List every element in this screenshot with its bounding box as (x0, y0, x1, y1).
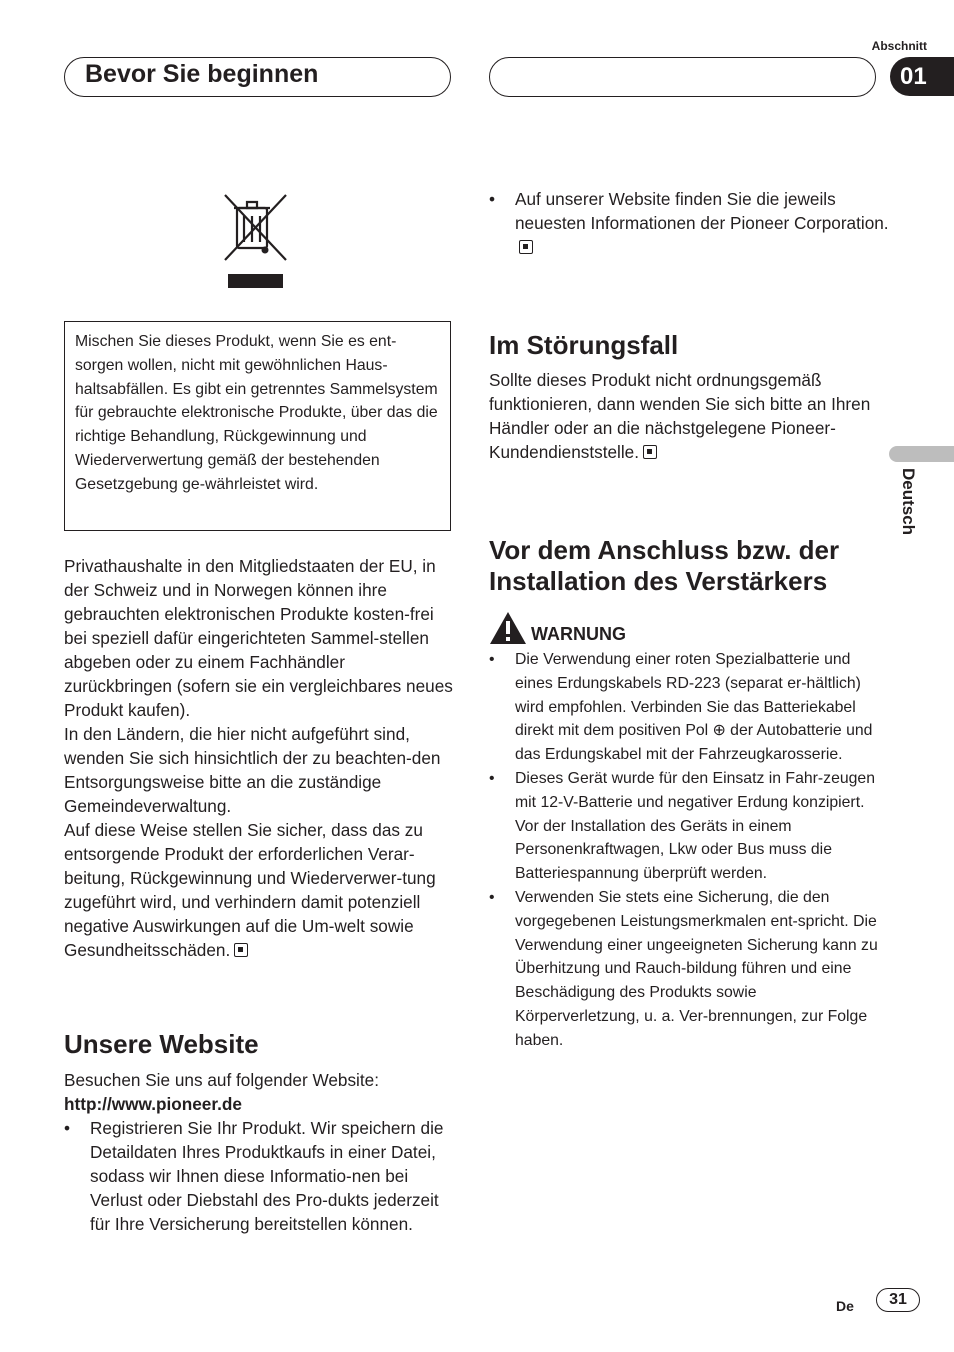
warning-bullet (489, 648, 881, 767)
paragraph-consequences-text: Auf diese Weise stellen Sie sicher, dass das zu entsorgende Produkt der erforderlichen Verar-beitung, Rückgewinnung und Wiederverwer-tung zugeführt wird, und verhindern damit potenziell negative Auswirkungen auf die Um-welt sowie Gesundheitsschäden. (64, 820, 436, 960)
bullet-dot: • (64, 1118, 71, 1138)
website-bullet-news (489, 187, 897, 259)
warning-triangle-icon (489, 611, 527, 645)
end-mark-icon (519, 240, 533, 254)
warning-header (489, 611, 626, 645)
section-number: 01 (890, 57, 954, 96)
trouble-text: Sollte dieses Produkt nicht ordnungsgemäß funktionieren, dann wenden Sie sich bitte an Ihren Händler oder an die nächstgelegene Pioneer-Kundendienststelle. (489, 370, 871, 462)
website-section (64, 1068, 456, 1236)
bullet-dot: • (489, 888, 495, 906)
crossed-out-wheelie-bin-icon (220, 190, 292, 290)
website-bullet2-text: Auf unserer Website finden Sie die jeweils neuesten Informationen der Pioneer Corporation. (515, 189, 889, 233)
end-mark-icon (643, 445, 657, 459)
bullet-dot: • (489, 651, 495, 668)
paragraph-eu: Privathaushalte in den Mitgliedstaaten der EU, in der Schweiz und in Norwegen können ihre gebrauchten elektronischen Produkte kosten-frei bei speziell dafür eingerichteten Sammel-stellen abgeben oder zu einem Fachhändler zurückbringen (sofern sie ein vergleichbares neues Produkt kaufen). (64, 556, 453, 720)
website-bullet-text: Registrieren Sie Ihr Produkt. Wir speichern die Detaildaten Ihres Produktkaufs in einer Datei, sodass wir Ihnen diese Informatio-nen bei Verlust oder Diebstahl des Pro-dukts jederzeit für Ihre Versicherung bereitstellen können. (90, 1118, 444, 1234)
disposal-notice-box (64, 321, 451, 531)
warning-bullet (489, 886, 881, 1053)
warning-bullet-text: Verwenden Sie stets eine Sicherung, die den vorgegebenen Leistungsmerkmalen ent-spricht. Die Verwendung einer ungeeigneten Sicherung kann zu Überhitzung und Rauch-bildung führen und eine Beschädigung des Produkts sowie Körperverletzung, u. a. Ver-brennungen, zur Folge haben. (515, 888, 878, 1049)
warning-bullet-text: Die Verwendung einer roten Spezialbatterie und eines Erdungskabels RD-223 (separat er-hältlich) wird empfohlen. Verbinden Sie das Batteriekabel direkt mit dem positiven Pol ⊕ der Autobatterie und das Erdungskabel mit der Fahrzeugkarosserie. (515, 651, 873, 764)
bullet-dot: • (489, 189, 496, 209)
paragraph-other-countries: In den Ländern, die hier nicht aufgeführt sind, wenden Sie sich hinsichtlich der zu beachten-den Entsorgungsweise bitte an die zuständige Gemeindeverwaltung. (64, 724, 441, 816)
language-tab-label: Deutsch (899, 468, 918, 536)
connect-heading (489, 535, 839, 597)
language-tab-marker (889, 446, 954, 462)
page-number: 31 (876, 1288, 920, 1312)
footer-language-code: De (836, 1298, 854, 1314)
website-bullet-register (64, 1116, 456, 1236)
disposal-paragraphs (64, 554, 456, 962)
disposal-notice-text: Mischen Sie dieses Produkt, wenn Sie es ent-sorgen wollen, nicht mit gewöhnlichen Haus-haltsabfällen. Es gibt ein getrenntes Sammelsystem für gebrauchte elektronische Produkte, über das die richtige Behandlung, Rückgewinnung und Wiederverwertung gemäß der bestehenden Gesetzgebung ge-währleistet wird. (75, 333, 438, 493)
end-mark-icon (234, 943, 248, 957)
chapter-title: Bevor Sie beginnen (85, 60, 319, 88)
website-intro: Besuchen Sie uns auf folgender Website: (64, 1070, 379, 1090)
website-heading: Unsere Website (64, 1029, 259, 1059)
bullet-dot: • (489, 769, 495, 787)
paragraph-consequences (64, 818, 456, 962)
trouble-text-block (489, 368, 871, 464)
website-url-link[interactable]: http://www.pioneer.de (64, 1094, 242, 1114)
section-label: Abschnitt (871, 39, 927, 53)
warning-label: WARNUNG (531, 624, 626, 644)
connect-heading-line2: Installation des Verstärkers (489, 566, 828, 596)
warning-list (489, 648, 881, 1053)
warning-bullet (489, 767, 881, 886)
connect-heading-line1: Vor dem Anschluss bzw. der (489, 535, 840, 565)
trouble-heading: Im Störungsfall (489, 330, 679, 360)
header-right-frame (489, 57, 876, 97)
warning-bullet-text: Dieses Gerät wurde für den Einsatz in Fahr-zeugen mit 12-V-Batterie und negativer Erdung konzipiert. Vor der Installation des Geräts in einem Personenkraftwagen, Lkw oder Bus muss die Batteriespannung überprüft werden. (515, 769, 875, 883)
